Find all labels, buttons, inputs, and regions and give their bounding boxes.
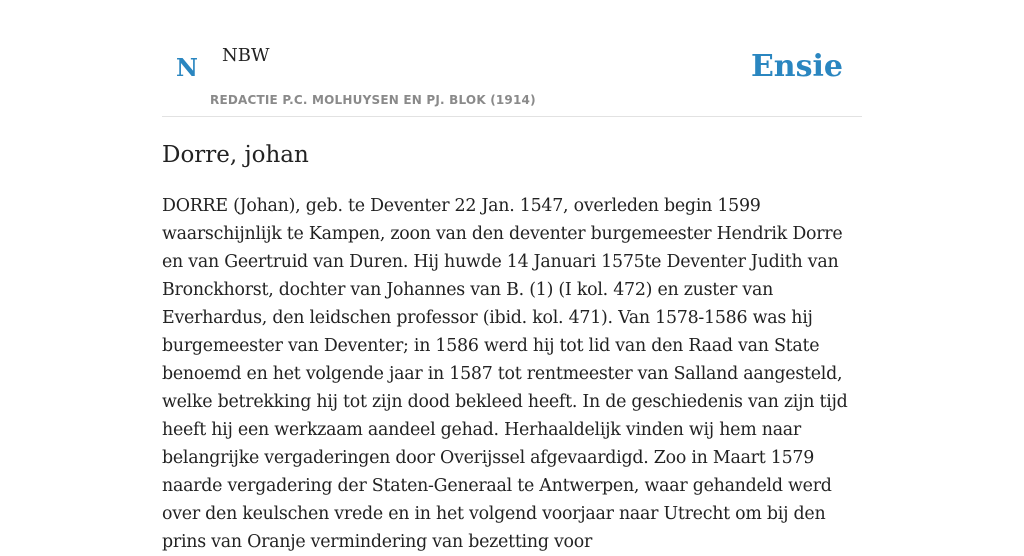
- source-logo[interactable]: N: [176, 53, 198, 82]
- source-name[interactable]: NBW: [222, 45, 270, 66]
- site-header: [162, 0, 862, 117]
- article-title: Dorre, johan: [162, 142, 309, 168]
- source-editors: REDACTIE P.C. MOLHUYSEN EN PJ. BLOK (1914): [210, 93, 536, 107]
- article-body: DORRE (Johan), geb. te Deventer 22 Jan. 1547, overleden begin 1599 waarschijnlijk te Kampen, zoon van den deventer burgemeester Hendrik Dorre en van Geertruid van Duren. Hij huwde 14 Januari 1575te Deventer Judith van Bronckhorst, dochter van Johannes van B. (1) (I kol. 472) en zuster van Everhardus, den leidschen professor (ibid. kol. 471). Van 1578-1586 was hij burgemeester van Deventer; in 1586 werd hij tot lid van den Raad van State benoemd en het volgende jaar in 1587 tot rentmeester van Salland aangesteld, welke betrekking hij tot zijn dood bekleed heeft. In de geschiedenis van zijn tijd heeft hij een werkzaam aandeel gehad. Herhaaldelijk vinden wij hem naar belangrijke vergaderingen door Overijssel afgevaardigd. Zoo in Maart 1579 naarde vergadering der Staten-Generaal te Antwerpen, waar gehandeld werd over den keulschen vrede en in het volgend voorjaar naar Utrecht om bij den prins van Oranje vermindering van bezetting voor: [162, 196, 848, 552]
- brand-logo[interactable]: Ensie: [750, 49, 843, 84]
